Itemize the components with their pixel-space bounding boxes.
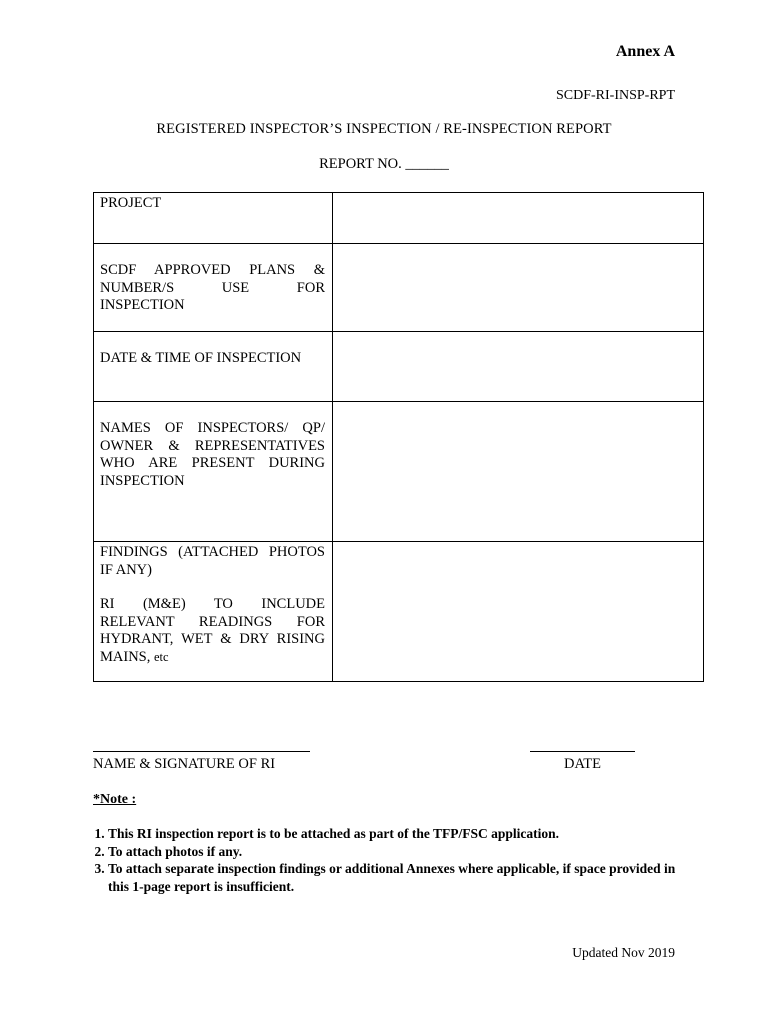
table-row: [94, 332, 704, 402]
table-row: [94, 244, 704, 332]
project-field[interactable]: [333, 193, 704, 244]
notes-list: [93, 825, 698, 895]
inspection-form-table: [93, 192, 704, 682]
table-row: [94, 542, 704, 682]
form-code: SCDF-RI-INSP-RPT: [555, 88, 675, 103]
findings-instruction: RI (M&E) TO INCLUDE RELEVANT READINGS FOR HYDRANT, WET & DRY RISING MAINS,: [100, 596, 325, 665]
report-number: REPORT NO. ______: [319, 156, 449, 172]
approved-plans-field[interactable]: [333, 244, 704, 332]
list-item: 1. This RI inspection report is to be attached as part of the TFP/FSC application.: [108, 825, 698, 843]
note-heading: *Note :: [93, 792, 137, 807]
row-label-project: PROJECT: [94, 193, 333, 244]
row-label-date-time: DATE & TIME OF INSPECTION: [94, 332, 333, 402]
list-item: 3. To attach separate inspection findings or additional Annexes where applicable, if space provided in this 1-page report is insufficient.: [108, 860, 698, 895]
signature-line[interactable]: [93, 751, 310, 752]
row-label-names-present: NAMES OF INSPECTORS/ QP/ OWNER & REPRESENTATIVES WHO ARE PRESENT DURING INSPECTION: [94, 402, 333, 542]
date-line[interactable]: [530, 751, 635, 752]
names-present-field[interactable]: [333, 402, 704, 542]
findings-field[interactable]: [333, 542, 704, 682]
table-row: [94, 193, 704, 244]
list-item: 2. To attach photos if any.: [108, 843, 698, 861]
page-title: REGISTERED INSPECTOR’S INSPECTION / RE-INSPECTION REPORT: [156, 121, 612, 137]
date-label: DATE: [563, 756, 602, 772]
row-label-approved-plans: SCDF APPROVED PLANS & NUMBER/S USE FOR INSPECTION: [94, 244, 333, 332]
date-time-field[interactable]: [333, 332, 704, 402]
signature-label: NAME & SIGNATURE OF RI: [93, 756, 276, 772]
updated-date: Updated Nov 2019: [572, 945, 675, 960]
annex-label: Annex A: [615, 43, 675, 60]
row-label-findings: FINDINGS (ATTACHED PHOTOS IF ANY) RI (M&E) TO INCLUDE RELEVANT READINGS FOR HYDRANT, WET & DRY RISING MAINS, etc: [94, 542, 333, 682]
table-row: [94, 402, 704, 542]
findings-instruction-tail: etc: [153, 649, 169, 664]
